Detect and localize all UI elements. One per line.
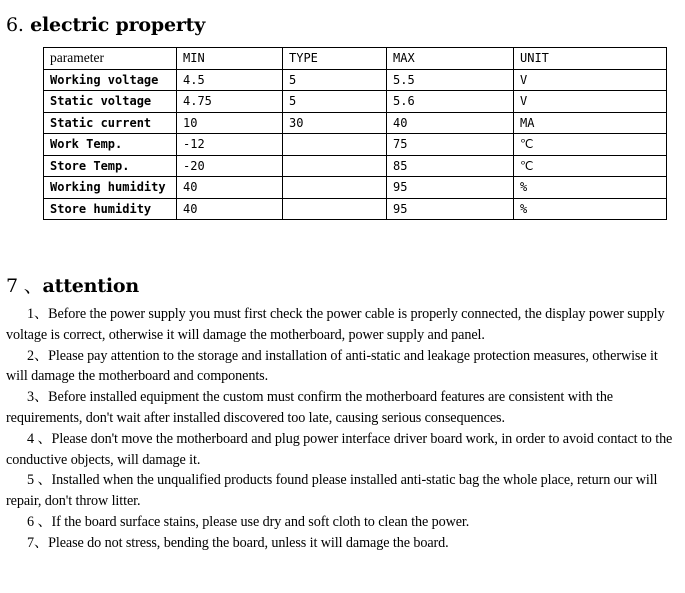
attention-item: 2、Please pay attention to the storage and installation of anti-static and leakage protection measures, otherwise it will damage the motherboard and components. (6, 347, 658, 385)
section-7-number: 7 、 (6, 275, 43, 297)
table-cell: 95 (387, 198, 514, 220)
table-cell: 4.5 (177, 69, 283, 91)
attention-list (6, 304, 678, 554)
table-cell: % (514, 198, 667, 220)
table-cell: 95 (387, 177, 514, 199)
table-cell (283, 155, 387, 177)
table-cell: 5.5 (387, 69, 514, 91)
table-cell: 5.6 (387, 91, 514, 113)
section-7-title (6, 271, 139, 298)
table-cell: 75 (387, 134, 514, 156)
table-cell: 5 (283, 91, 387, 113)
table-row (44, 155, 667, 177)
table-cell (283, 177, 387, 199)
table-cell: V (514, 69, 667, 91)
table-cell: ℃ (514, 155, 667, 177)
table-row (44, 91, 667, 113)
table-cell: -20 (177, 155, 283, 177)
table-cell: Working humidity (44, 177, 177, 199)
table-cell: 85 (387, 155, 514, 177)
table-cell: Static current (44, 112, 177, 134)
table-cell: Working voltage (44, 69, 177, 91)
table-cell: ℃ (514, 134, 667, 156)
table-row (44, 198, 667, 220)
section-7-heading: attention (42, 275, 139, 297)
attention-item: 3、Before installed equipment the custom must confirm the motherboard features are consistent with the requirements, don't wait after installed discovered too late, causing serious consequences. (6, 389, 614, 426)
table-cell: V (514, 91, 667, 113)
attention-item: 1、Before the power supply you must first check the power cable is properly connected, the display power supply voltage is correct, otherwise it will damage the motherboard, power supply and panel. (6, 306, 665, 343)
table-cell: 40 (177, 198, 283, 220)
table-row (44, 112, 667, 134)
table-header-cell: MAX (387, 48, 514, 70)
table-row (44, 134, 667, 156)
table-cell (283, 198, 387, 220)
table-header-row (44, 48, 667, 70)
table-header-cell: parameter (44, 48, 177, 70)
table-cell: 40 (387, 112, 514, 134)
table-header-cell: UNIT (514, 48, 667, 70)
section-6-title (6, 14, 205, 36)
table-cell (283, 134, 387, 156)
table-cell: 4.75 (177, 91, 283, 113)
table-cell: 10 (177, 112, 283, 134)
attention-item: 4 、Please don't move the motherboard and plug power interface driver board work, in order to avoid contact to the conductive objects, will damage it. (6, 430, 673, 468)
table-header-cell: MIN (177, 48, 283, 70)
table-cell: % (514, 177, 667, 199)
table-cell: 5 (283, 69, 387, 91)
table-cell: 30 (283, 112, 387, 134)
table-cell: 40 (177, 177, 283, 199)
table-cell: -12 (177, 134, 283, 156)
section-6-heading: electric property (30, 14, 206, 36)
electric-property-table (43, 47, 667, 220)
attention-item: 7、Please do not stress, bending the board, unless it will damage the board. (27, 534, 449, 551)
table-cell: Static voltage (44, 91, 177, 113)
section-6-number: 6. (6, 14, 24, 36)
table-cell: Work Temp. (44, 134, 177, 156)
attention-item: 5 、Installed when the unqualified products found please installed anti-static bag the whole place, return our will repair, don't throw litter. (6, 472, 658, 510)
table-header-cell: TYPE (283, 48, 387, 70)
table-cell: Store humidity (44, 198, 177, 220)
table-row (44, 177, 667, 199)
attention-item: 6 、If the board surface stains, please use dry and soft cloth to clean the power. (27, 513, 470, 530)
table-row (44, 69, 667, 91)
table-cell: MA (514, 112, 667, 134)
table-body (44, 48, 667, 220)
table-cell: Store Temp. (44, 155, 177, 177)
